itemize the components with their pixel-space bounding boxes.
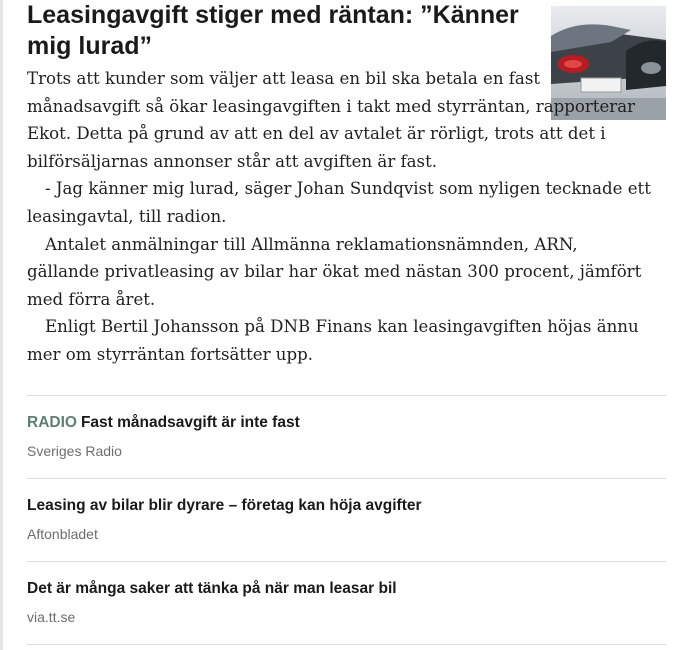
article-paragraph: Antalet anmälningar till Allmänna reklamationsnämnden, ARN, gällande privatleasing av bilar har ökat med nästan 300 procent, jämfört med förra året. <box>27 234 642 309</box>
article-body <box>27 65 652 369</box>
related-link-1[interactable] <box>27 478 666 562</box>
related-link-kicker: RADIO <box>27 414 77 431</box>
related-link-source: Aftonbladet <box>27 526 98 542</box>
related-link-title[interactable]: Leasing av bilar blir dyrare – företag kan höja avgifter <box>27 497 422 514</box>
article-paragraph: - Jag känner mig lurad, säger Johan Sundqvist som nyligen tecknade ett leasingavtal, till radion. <box>27 179 651 226</box>
article-headline[interactable]: Leasingavgift stiger med räntan: ”Känner mig lurad” <box>27 1 519 60</box>
related-link-source: via.tt.se <box>27 609 76 625</box>
related-link-2[interactable] <box>27 561 666 645</box>
related-link-source: Sveriges Radio <box>27 443 122 459</box>
related-link-title-text[interactable]: Fast månadsavgift är inte fast <box>80 414 300 431</box>
related-link-0[interactable] <box>27 395 666 479</box>
article-paragraph: Trots att kunder som väljer att leasa en bil ska betala en fast månadsavgift så ökar leasingavgiften i takt med styrräntan, rapporterar Ekot. Detta på grund av att en del av avtalet är rörligt, trots att det i bilförsäljarnas annonser står att avgiften är fast. <box>27 69 636 171</box>
left-border <box>0 0 3 650</box>
divider <box>27 644 666 646</box>
related-link-title[interactable]: Det är många saker att tänka på när man leasar bil <box>27 580 397 597</box>
related-link-title[interactable] <box>27 414 300 432</box>
article-paragraph: Enligt Bertil Johansson på DNB Finans kan leasingavgiften höjas ännu mer om styrräntan fortsätter upp. <box>27 317 639 364</box>
